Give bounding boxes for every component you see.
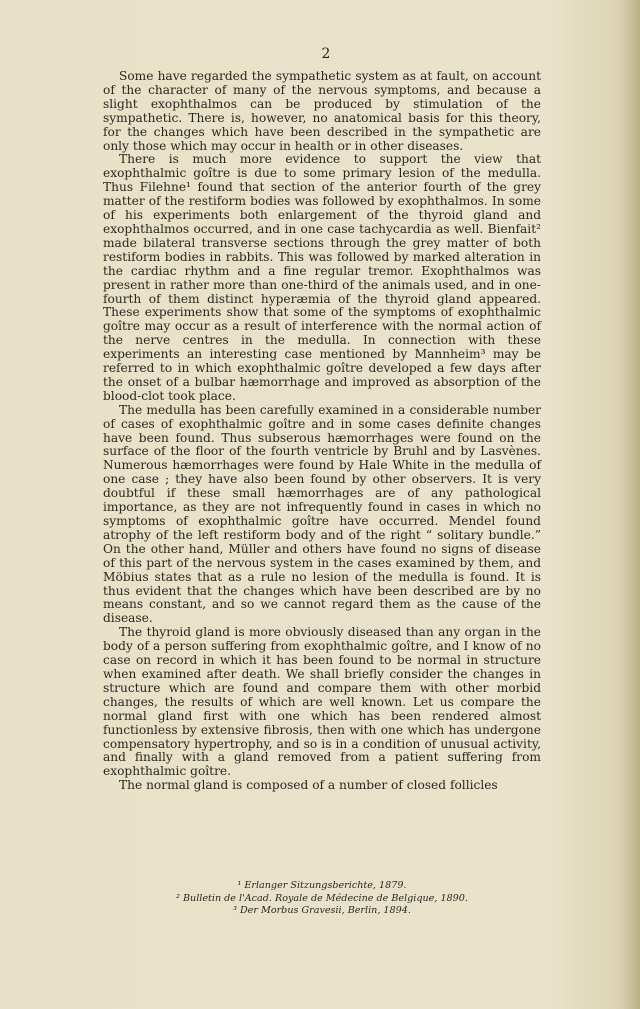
paragraph-2: There is much more evidence to support the view that exophthalmic goître is due to some primary lesion of the medulla. Thus Filehne¹ found that section of the anterior fourth of the grey matter of the restiform bodies was followed by exophthalmos. In some of his experiments both enlargement of the thyroid gland and exophthalmos occurred, and in one case tachycardia as well. Bienfait² made bilateral transverse sections through the grey matter of both restiform bodies in rabbits. This was followed by marked alteration in the cardiac rhythm and a fine regular tremor. Exophthalmos was present in rather more than one-third of the animals used, and in one-fourth of them distinct hyperæmia of the thyroid gland appeared. These experiments show that some of the symptoms of exophthalmic goître may occur as a result of interference with the normal action of the nerve centres in the medulla. In connection with these experiments an interesting case mentioned by Mannheim³ may be referred to in which exophthalmic goître developed a few days after the onset of a bulbar hæmorrhage and improved as absorption of the blood-clot took place. xyxy=(103,152,541,403)
footnote-2: ² Bulletin de l'Acad. Royale de Médecine de Belgique, 1890. xyxy=(176,892,468,904)
footnote-rule xyxy=(103,876,541,877)
footnotes xyxy=(103,880,541,918)
page-edge-shadow xyxy=(624,0,640,1009)
body-text xyxy=(103,70,541,793)
paragraph-3: The medulla has been carefully examined in a considerable number of cases of exophthalmic goître and in some cases definite changes have been found. Thus subserous hæmorrhages were found on the surface of the floor of the fourth ventricle by Bruhl and by Lasvènes. Numerous hæmorrhages were found by Hale White in the medulla of one case ; they have also been found by other observers. It is very doubtful if these small hæmorrhages are of any pathological importance, as they are not infrequently found in cases in which no symptoms of exophthalmic goître have occurred. Mendel found atrophy of the left restiform body and of the right “ solitary bundle.” On the other hand, Müller and others have found no signs of disease of this part of the nervous system in the cases examined by them, and Möbius states that as a rule no lesion of the medulla is found. It is thus evident that the changes which have been described are by no means constant, and so we cannot regard them as the cause of the disease. xyxy=(103,402,541,626)
paragraph-5: The normal gland is composed of a number of closed follicles xyxy=(119,778,498,793)
page-number: 2 xyxy=(321,46,331,62)
footnote-3: ³ Der Morbus Gravesii, Berlin, 1894. xyxy=(233,905,411,916)
paragraph-1: Some have regarded the sympathetic system as at fault, on account of the character of many of the nervous symptoms, and because a slight exophthalmos can be produced by stimulation of the sympathetic. There is, however, no anatomical basis for this theory, for the changes which have been described in the sympathetic are only those which may occur in health or in other diseases. xyxy=(103,69,541,153)
paragraph-4: The thyroid gland is more obviously diseased than any organ in the body of a person suffering from exophthalmic goître, and I know of no case on record in which it has been found to be normal in structure when examined after death. We shall briefly consider the changes in structure which are found and compare them with other morbid changes, the results of which are well known. Let us compare the normal gland first with one which has been rendered almost functionless by extensive fibrosis, then with one which has undergone compensatory hypertrophy, and so is in a condition of unusual activity, and finally with a gland removed from a patient suffering from exophthalmic goître. xyxy=(103,625,541,779)
footnote-1: ¹ Erlanger Sitzungsberichte, 1879. xyxy=(237,880,407,891)
